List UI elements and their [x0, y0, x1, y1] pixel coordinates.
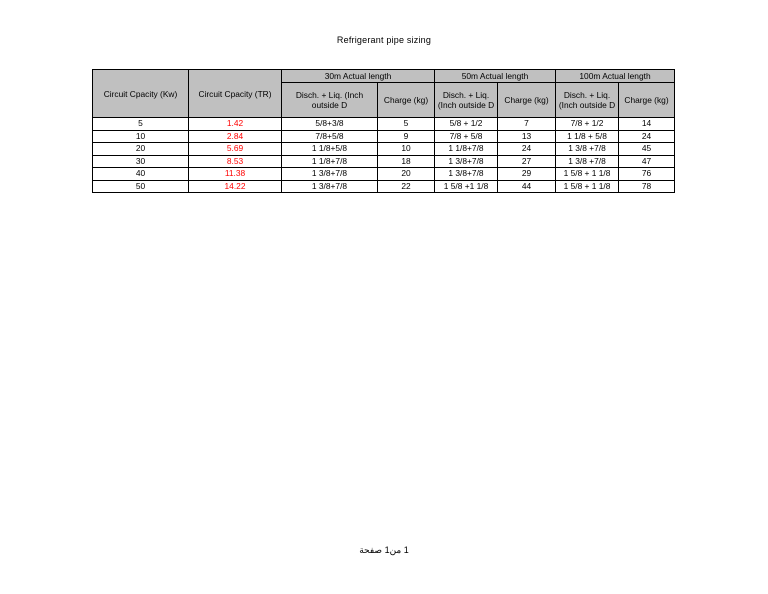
table-row [93, 143, 675, 156]
cell-pipe-30m: 1 3/8+7/8 [282, 168, 378, 181]
cell-charge-100m: 76 [619, 168, 675, 181]
cell-charge-100m: 14 [619, 118, 675, 131]
table-row [93, 130, 675, 143]
cell-pipe-100m: 7/8 + 1/2 [556, 118, 619, 131]
cell-charge-100m: 47 [619, 155, 675, 168]
cell-pipe-50m: 7/8 + 5/8 [435, 130, 498, 143]
cell-charge-30m: 10 [378, 143, 435, 156]
cell-charge-30m: 9 [378, 130, 435, 143]
cell-pipe-50m: 1 1/8+7/8 [435, 143, 498, 156]
cell-charge-30m: 18 [378, 155, 435, 168]
cell-kw: 5 [93, 118, 189, 131]
cell-pipe-50m: 1 3/8+7/8 [435, 168, 498, 181]
header-group-50m: 50m Actual length [435, 70, 556, 83]
cell-pipe-30m: 1 3/8+7/8 [282, 180, 378, 193]
header-100m-charge: Charge (kg) [619, 83, 675, 118]
cell-charge-50m: 27 [498, 155, 556, 168]
cell-kw: 20 [93, 143, 189, 156]
cell-pipe-100m: 1 3/8 +7/8 [556, 143, 619, 156]
cell-charge-50m: 44 [498, 180, 556, 193]
cell-charge-50m: 24 [498, 143, 556, 156]
cell-kw: 50 [93, 180, 189, 193]
page-number-footer: 1 من1 صفحة [359, 545, 409, 555]
cell-pipe-30m: 7/8+5/8 [282, 130, 378, 143]
cell-pipe-30m: 5/8+3/8 [282, 118, 378, 131]
cell-pipe-100m: 1 5/8 + 1 1/8 [556, 180, 619, 193]
cell-pipe-100m: 1 3/8 +7/8 [556, 155, 619, 168]
cell-pipe-30m: 1 1/8+7/8 [282, 155, 378, 168]
header-group-100m: 100m Actual length [556, 70, 675, 83]
cell-pipe-50m: 1 5/8 +1 1/8 [435, 180, 498, 193]
cell-pipe-50m: 1 3/8+7/8 [435, 155, 498, 168]
header-circuit-tr: Circuit Cpacity (TR) [189, 70, 282, 118]
cell-charge-30m: 5 [378, 118, 435, 131]
cell-kw: 30 [93, 155, 189, 168]
table-row [93, 118, 675, 131]
header-50m-charge: Charge (kg) [498, 83, 556, 118]
table-row [93, 168, 675, 181]
cell-pipe-100m: 1 1/8 + 5/8 [556, 130, 619, 143]
cell-charge-100m: 24 [619, 130, 675, 143]
cell-charge-50m: 13 [498, 130, 556, 143]
header-group-30m: 30m Actual length [282, 70, 435, 83]
cell-charge-30m: 20 [378, 168, 435, 181]
pipe-sizing-table [92, 69, 675, 193]
header-100m-pipe: Disch. + Liq. (Inch outside D [556, 83, 619, 118]
cell-tr: 8.53 [189, 155, 282, 168]
header-50m-pipe: Disch. + Liq. (Inch outside D [435, 83, 498, 118]
cell-tr: 5.69 [189, 143, 282, 156]
page-title: Refrigerant pipe sizing [336, 35, 432, 45]
cell-charge-30m: 22 [378, 180, 435, 193]
cell-pipe-30m: 1 1/8+5/8 [282, 143, 378, 156]
cell-tr: 11.38 [189, 168, 282, 181]
cell-charge-100m: 78 [619, 180, 675, 193]
cell-kw: 10 [93, 130, 189, 143]
cell-charge-100m: 45 [619, 143, 675, 156]
cell-kw: 40 [93, 168, 189, 181]
cell-pipe-100m: 1 5/8 + 1 1/8 [556, 168, 619, 181]
cell-charge-50m: 7 [498, 118, 556, 131]
table-row [93, 180, 675, 193]
cell-tr: 14.22 [189, 180, 282, 193]
cell-tr: 1.42 [189, 118, 282, 131]
header-circuit-kw: Circuit Cpacity (Kw) [93, 70, 189, 118]
cell-tr: 2.84 [189, 130, 282, 143]
table-row [93, 155, 675, 168]
cell-charge-50m: 29 [498, 168, 556, 181]
header-30m-charge: Charge (kg) [378, 83, 435, 118]
cell-pipe-50m: 5/8 + 1/2 [435, 118, 498, 131]
header-30m-pipe: Disch. + Liq. (Inch outside D [282, 83, 378, 118]
